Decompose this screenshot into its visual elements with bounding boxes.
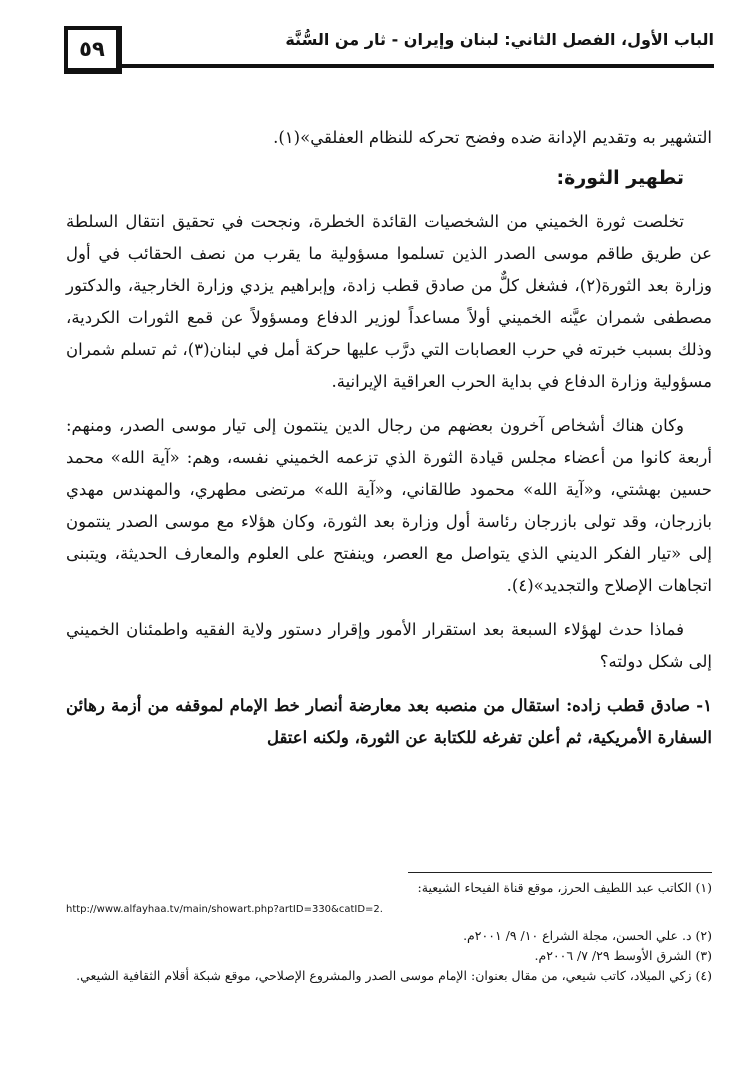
page-number: ٥٩: [64, 26, 122, 74]
running-title: الباب الأول، الفصل الثاني: لبنان وإيران - ثار من السُّنَّة: [285, 30, 714, 49]
footnote-4: (٤) زكي الميلاد، كاتب شيعي، من مقال بعنوان: الإمام موسى الصدر والمشروع الإصلاحي، موقع شبكة أقلام الثقافية الشيعي.: [76, 968, 712, 983]
page-header: [64, 26, 714, 74]
paragraph: تخلصت ثورة الخميني من الشخصيات القائدة الخطرة، ونجحت في تحقيق انتقال السلطة عن طريق طاقم موسى الصدر الذين تسلموا مسؤولية ما يقرب من نصف الحقائب في أول وزارة بعد الثورة(٢)، فشغل كلٌّ من صادق قطب زادة، وإبراهيم يزدي وزارة الخارجية، والدكتور مصطفى شمران عيَّنه الخميني أولاً مساعداً لوزير الدفاع ومسؤولاً عن قمع الثورات الكردية، وذلك بسبب خبرته في حرب العصابات التي درَّب عليها حركة أمل في لبنان(٣)، ثم تسلم شمران مسؤولية وزارة الدفاع في بداية الحرب العراقية الإيرانية.: [66, 212, 712, 391]
footnote-separator: [408, 872, 712, 873]
paragraph: وكان هناك أشخاص آخرون بعضهم من رجال الدين ينتمون إلى تيار موسى الصدر، ومنهم: أربعة كانوا من أعضاء مجلس قيادة الثورة الذي تزعمه الخميني نفسه، وهم: «آية الله» محمد حسين بهشتي، و«آية الله» محمود طالقاني، و«آية الله» مرتضى مطهري، والمهندس مهدي بازرجان، وقد تولى بازرجان رئاسة أول وزارة بعد الثورة، وكان هؤلاء مع موسى الصدر ينتمون إلى «تيار الفكر الديني الذي يتواصل مع العصر، وينفتح على العلوم والمعارف الحديثة، ويتبنى اتجاهات الإصلاح والتجديد»(٤).: [66, 416, 712, 595]
footnote-1: (١) الكاتب عبد اللطيف الحرز، موقع قناة الفيحاء الشيعية:: [417, 880, 712, 895]
footnote-1-url: http://www.alfayhaa.tv/main/showart.php?artID=330&catID=2.: [66, 904, 383, 915]
footnote-2: (٢) د. علي الحسن، مجلة الشراع ١٠/ ٩/ ٢٠٠١م.: [463, 928, 712, 943]
paragraph: فماذا حدث لهؤلاء السبعة بعد استقرار الأمور وإقرار دستور ولاية الفقيه واطمئنان الخميني إلى شكل دولته؟: [66, 620, 712, 671]
body-text: [66, 122, 712, 766]
numbered-item: ١- صادق قطب زاده: استقال من منصبه بعد معارضة أنصار خط الإمام لموقفه من أزمة رهائن السفارة الأمريكية، ثم أعلن تفرغه للكتابة عن الثورة، ولكنه اعتقل: [66, 696, 712, 747]
header-rule: [122, 64, 714, 68]
footnote-3: (٣) الشرق الأوسط ٢٩/ ٧/ ٢٠٠٦م.: [534, 948, 712, 963]
footnotes: [66, 878, 712, 986]
section-heading: تطهير الثورة:: [556, 167, 684, 189]
paragraph-continuation: التشهير به وتقديم الإدانة ضده وفضح تحركه للنظام العفلقي»(١).: [273, 128, 712, 147]
